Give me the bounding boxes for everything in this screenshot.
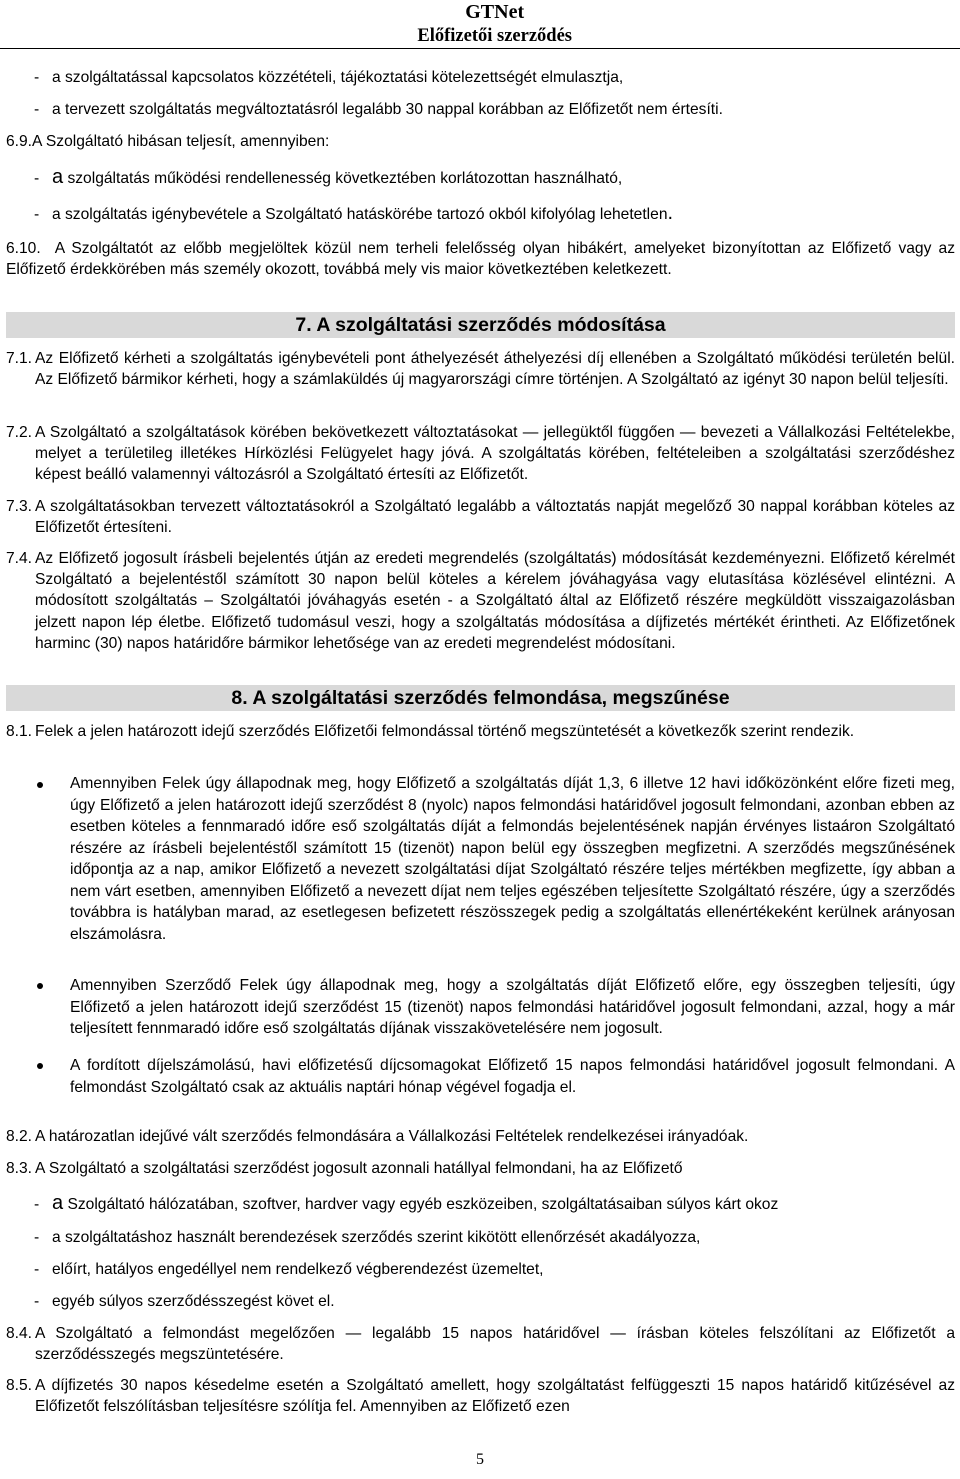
list-item: - a szolgáltatáshoz használt berendezések szerződés szerint kikötött ellenőrzését akadályozza,	[34, 1229, 701, 1246]
list-item: - a szolgáltatással kapcsolatos közzétételi, tájékoztatási kötelezettségét elmulasztja,	[34, 69, 624, 86]
paragraph-7-2: 7.2. A Szolgáltató a szolgáltatások körében bekövetkezett változtatásokat — jellegüktől függően — bevezeti a Vállalkozási Feltételekbe, melyet a területileg illetékes Hírközlési Felügyelet hagy jóvá. A szolgáltatás körében, feltételeiben a szolgáltatási szerződéshez képest beálló valamennyi változásról a Szolgáltató értesíti az Előfizetőt.	[6, 424, 955, 484]
paragraph-8-3: 8.3. A Szolgáltató a szolgáltatási szerződést jogosult azonnali hatállyal felmondani, ha az Előfizető	[6, 1160, 683, 1177]
paragraph-8-5: 8.5. A díjfizetés 30 napos késedelme esetén a Szolgáltató amellett, hogy szolgáltatást felfüggeszti 15 napos határidő kitűzésével az Előfizetőt felszólításban teljesítésre szólítja fel. Amennyiben az Előfizető ezen	[6, 1377, 955, 1416]
list-item: - a Szolgáltató hálózatában, szoftver, hardver vagy egyéb eszközeiben, szolgáltatásaiban súlyos kárt okoz	[34, 1192, 779, 1214]
section-7-heading: 7. A szolgáltatási szerződés módosítása	[6, 312, 955, 338]
paragraph-7-3: 7.3. A szolgáltatásokban tervezett változtatásokról a Szolgáltató legalább a változtatás napját megelőző 30 nappal korábban köteles az Előfizetőt értesíteni.	[6, 498, 955, 537]
list-item: Amennyiben Szerződő Felek úgy állapodnak meg, hogy a szolgáltatás díját Előfizető előre, egy összegben teljesíti, úgy Előfizető a jelen határozott idejű szerződést 15 (tizenöt) napos felmondási határidővel jogosult felmondani, azzal, hogy a már teljesített fennmaradó időre eső szolgáltatás díjának visszakövetelésére nem jogosult.	[70, 977, 955, 1037]
paragraph-7-4: 7.4. Az Előfizető jogosult írásbeli bejelentés útján az eredeti megrendelés (szolgáltatás) módosítását kezdeményezni. Előfizető kérelmét Szolgáltató a bejelentéstől számított 30 napon belül köteles a kérelem jóváhagyása vagy elutasítása közlésével elintézni. A módosított szolgáltatás – Szolgáltatói jóváhagyás esetén - a Szolgáltató által az Előfizető részére megküldött visszaigazolásban jelzett napon lép életbe. Előfizető tudomásul veszi, hogy a szolgáltatás módosítása a díjfizetés mértékét érintheti. Az Előfizetőnek harminc (30) napos határidőre bármikor lehetősége van az eredeti megrendelést módosítani.	[6, 550, 955, 652]
header-title: GTNet	[465, 1, 525, 23]
bullet-icon	[37, 983, 43, 989]
header-rule	[0, 48, 960, 49]
section-8-heading: 8. A szolgáltatási szerződés felmondása, megszűnése	[6, 685, 955, 711]
header-subtitle: Előfizetői szerződés	[417, 26, 572, 46]
list-item: - a szolgáltatás igénybevétele a Szolgáltató hatáskörébe tartozó okból kifolyólag lehetetlen.	[34, 202, 674, 224]
paragraph-6-9: 6.9.A Szolgáltató hibásan teljesít, amennyiben:	[6, 133, 330, 150]
bullet-icon	[37, 1063, 43, 1069]
paragraph-7-1: 7.1. Az Előfizető kérheti a szolgáltatás igénybevételi pont áthelyezését áthelyezési díj ellenében a Szolgáltató működési területén belül. Az Előfizető bármikor kérheti, hogy a számlaküldés új magyarországi címre történjen. A Szolgáltató az igényt 30 napon belül teljesíti.	[6, 350, 955, 389]
paragraph-8-1: 8.1. Felek a jelen határozott idejű szerződés Előfizetői felmondással történő megszüntetését a következők szerint rendezik.	[6, 723, 855, 740]
bullet-icon	[37, 782, 43, 788]
list-item: - a tervezett szolgáltatás megváltoztatásról legalább 30 nappal korábban az Előfizetőt nem értesíti.	[34, 101, 723, 118]
list-item: A fordított díjelszámolású, havi előfizetésű díjcsomagokat Előfizető 15 napos felmondási határidővel jogosult felmondani. A felmondást Szolgáltató csak az aktuális naptári hónap végével fogadja el.	[70, 1057, 955, 1096]
page-number: 5	[476, 1451, 484, 1468]
paragraph-6-10: 6.10. A Szolgáltatót az előbb megjelöltek közül nem terheli felelősség olyan hibákért, amelyeket bizonyítottan az Előfizető vagy az Előfizető érdekkörében más személy okozott, továbbá mely vis maior következtében keletkezett.	[6, 240, 955, 279]
page-header	[417, 0, 572, 48]
list-item: - a szolgáltatás működési rendellenesség következtében korlátozottan használható,	[34, 166, 623, 188]
list-item: - egyéb súlyos szerződésszegést követ el.	[34, 1293, 335, 1310]
paragraph-8-4: 8.4. A Szolgáltató a felmondást megelőzően — legalább 15 napos határidővel — írásban köteles felszólítani az Előfizetőt a szerződésszegés megszüntetésére.	[6, 1325, 955, 1364]
list-item: - előírt, hatályos engedéllyel nem rendelkező végberendezést üzemeltet,	[34, 1261, 544, 1278]
list-item: Amennyiben Felek úgy állapodnak meg, hogy Előfizető a szolgáltatás díját 1,3, 6 illetve 12 havi időközönként előre fizeti meg, úgy Előfizető a jelen határozott idejű szerződést 8 (nyolc) napos felmondási határidővel jogosult felmondani, azonban ebben az esetben köteles a fennmaradó időre eső szolgáltatás díját a felmondás bejelentésének napján érvényes listaáron Szolgáltató részére az írásbeli bejelentéstől számított 15 (tizenöt) napon belül egy összegben megfizetni. A szerződés megszűnésének időpontja az a nap, amikor Előfizető a nevezett szolgáltatási díjat Szolgáltató részére teljes mértékben megfizette, így abban a nem várt esetben, amennyiben Előfizető a nevezett díjat nem teljes egészében teljesítette Szolgáltató részére, úgy a szerződés továbbra is hatályban marad, az esetlegesen befizetett részösszegek pedig a szolgáltatás ellenértékeként kerülnek arányosan elszámolásra.	[70, 775, 955, 943]
paragraph-8-2: 8.2. A határozatlan idejűvé vált szerződés felmondására a Vállalkozási Feltételek rendelkezései irányadóak.	[6, 1128, 749, 1145]
